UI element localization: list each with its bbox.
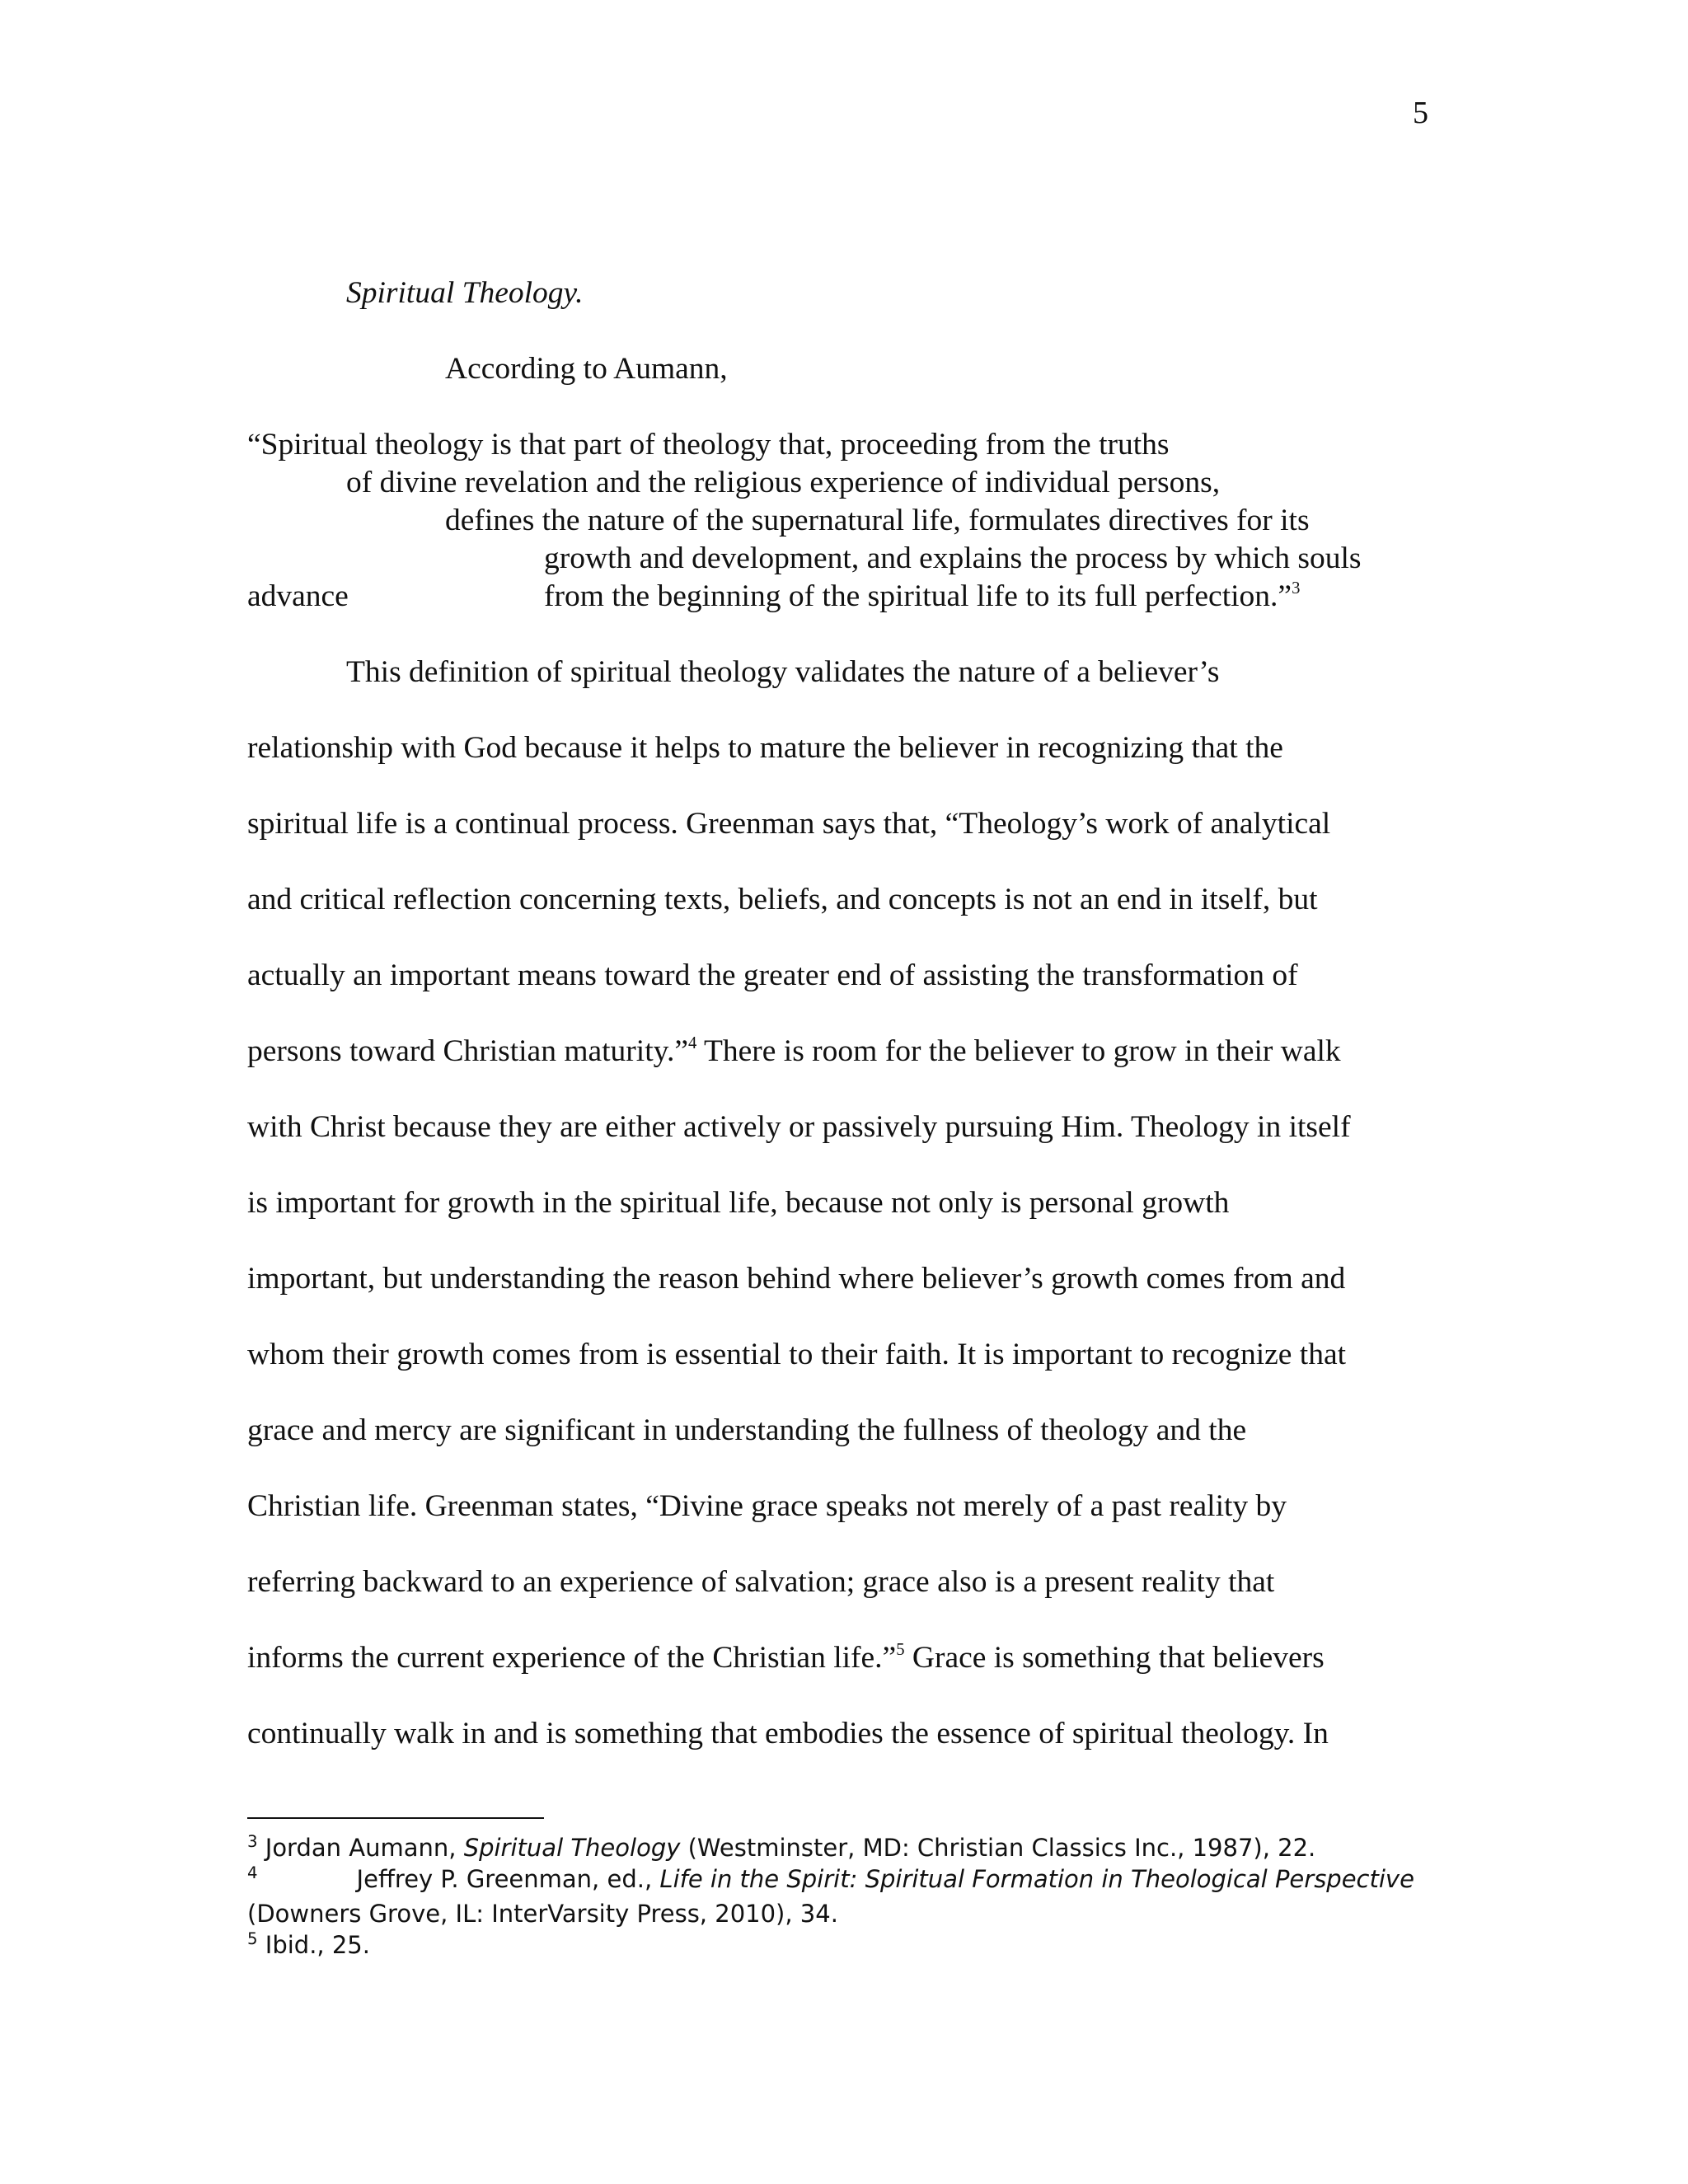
footnote-marker: 5: [896, 1640, 905, 1659]
body-line: spiritual life is a continual process. Greenman says that, “Theology’s work of analytical: [247, 807, 1331, 841]
footnote-3: $^3$ Jordan Aumann, Spiritual Theology (Westminster, MD: Christian Classics Inc., 1987), 22.: [247, 1832, 1316, 1862]
quote-line: of divine revelation and the religious experience of individual persons,: [346, 466, 1221, 499]
quote-line: advance: [247, 579, 349, 613]
body-line: This definition of spiritual theology validates the nature of a believer’s: [346, 655, 1220, 689]
body-line: Christian life. Greenman states, “Divine grace speaks not merely of a past reality by: [247, 1489, 1287, 1523]
body-line: is important for growth in the spiritual life, because not only is personal growth: [247, 1186, 1230, 1220]
section-heading: Spiritual Theology.: [346, 276, 584, 310]
body-line: informs the current experience of the Christian life.”$^5$ Grace is something that believers: [247, 1640, 1325, 1675]
footnote-4: $^4$ Jeffrey P. Greenman, ed., Life in the Spirit: Spiritual Formation in Theological Perspective: [247, 1863, 1414, 1893]
body-line: grace and mercy are significant in understanding the fullness of theology and the: [247, 1413, 1247, 1447]
footnote-mark: 3: [247, 1832, 258, 1852]
body-line: relationship with God because it helps to mature the believer in recognizing that the: [247, 731, 1283, 765]
body-line: persons toward Christian maturity.”$^4$ There is room for the believer to grow in their walk: [247, 1033, 1341, 1068]
quote-line: defines the nature of the supernatural life, formulates directives for its: [445, 504, 1310, 537]
quote-line: from the beginning of the spiritual life to its full perfection.”$^3$: [544, 579, 1301, 613]
body-line: continually walk in and is something that embodies the essence of spiritual theology. In: [247, 1717, 1329, 1750]
footnote-mark: 5: [247, 1929, 258, 1949]
footnote-marker: 4: [687, 1033, 697, 1052]
quote-line: growth and development, and explains the process by which souls: [544, 541, 1362, 575]
body-line: with Christ because they are either actively or passively pursuing Him. Theology in itself: [247, 1110, 1351, 1144]
intro-line: According to Aumann,: [445, 352, 728, 386]
body-line: referring backward to an experience of salvation; grace also is a present reality that: [247, 1565, 1275, 1599]
body-line: whom their growth comes from is essential to their faith. It is important to recognize that: [247, 1338, 1347, 1371]
footnote-mark: 4: [247, 1863, 258, 1883]
footnote-separator: [247, 1817, 544, 1819]
footnote-5: $^5$ Ibid., 25.: [247, 1929, 370, 1959]
footnote-4-continued: (Downers Grove, IL: InterVarsity Press, 2010), 34.: [247, 1900, 838, 1928]
footnote-marker: 3: [1292, 579, 1301, 598]
page-number: 5: [1413, 96, 1428, 130]
quote-line: “Spiritual theology is that part of theology that, proceeding from the truths: [247, 428, 1170, 462]
body-line: important, but understanding the reason behind where believer’s growth comes from and: [247, 1262, 1346, 1296]
body-line: actually an important means toward the greater end of assisting the transformation of: [247, 958, 1298, 992]
body-line: and critical reflection concerning texts, beliefs, and concepts is not an end in itself, but: [247, 883, 1318, 916]
